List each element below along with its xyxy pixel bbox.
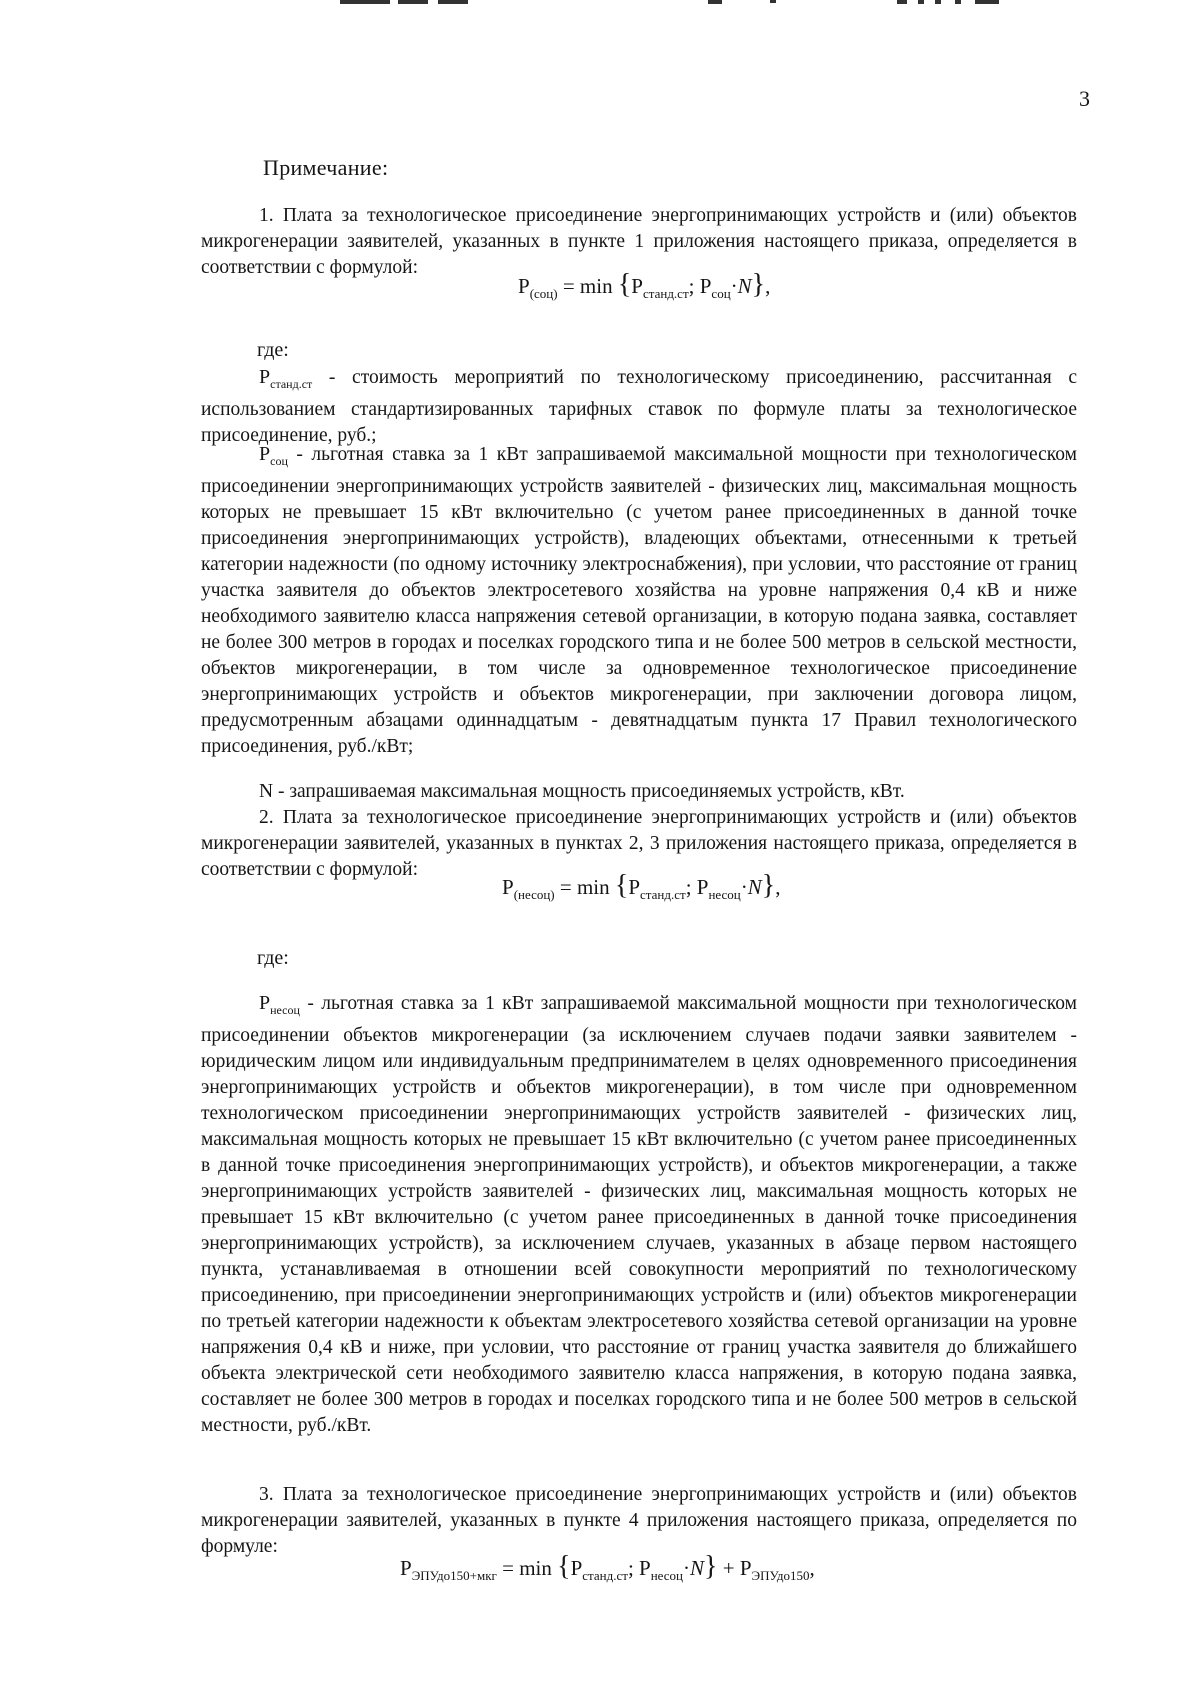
where-label-2: где: [257, 947, 289, 969]
formula-1-lhs: P [518, 274, 530, 298]
def-pnesoc: $P_{несоц}$ - льготная ставка за 1 кВт запрашиваемой максимальной мощности при технологическом присоединении объектов микрогенерации (за исключением случаев подачи заявки заявителем - юридическим лицом или индивидуальным предпринимателем в целях одновременного присоединения энергопринимающих устройств и объектов микрогенерации), в том числе при одновременном технологическом присоединении энергопринимающих устройств заявителей - физических лиц, максимальная мощность которых не превышает 15 кВт включительно (с учетом ранее присоединенных в данной точке присоединения энергопринимающих устройств), и объектов микрогенерации, а также энергопринимающих устройств заявителей - физических лиц, максимальная мощность которых не превышает 15 кВт включительно (с учетом ранее присоединенных в данной точке присоединения энергопринимающих устройств), за исключением случаев, указанных в абзаце первом настоящего пункта, устанавливаемая в отношении всей совокупности мероприятий по технологическому присоединению, при присоединении энергопринимающих устройств и (или) объектов микрогенерации по третьей категории надежности к объектам электросетевого хозяйства сетевой организации на уровне напряжения 0,4 кВ и ниже, при условии, что расстояние от границ участка заявителя до ближайшего объекта электрической сети необходимого заявителю класса напряжения, в которую подана заявка, составляет не более 300 метров в городах и поселках городского типа и не более 500 метров в сельской местности, руб./кВт. [201, 992, 1077, 1436]
def-pstand: $P_{станд.ст}$ - стоимость мероприятий по технологическому присоединению, рассчитанная с использованием стандартизированных тарифных ставок по формуле платы за технологическое присоединение, руб.; [201, 366, 1077, 446]
note-title: Примечание: [263, 155, 389, 180]
formula-1: $P_{(соц)} = \min \{P_{станд.ст}$; $P_{соц}\cdot N$}, [518, 269, 771, 302]
def-n: N - запрашиваемая максимальная мощность присоединяемых устройств, кВт. [259, 781, 905, 802]
formula-2: $P_{(несоц)} = \min \{P_{станд.ст}$; $P_{несоц}\cdot N$}, [502, 870, 781, 903]
formula-3: $P_{ЭПУдо150+мкг} = \min \{P_{станд.ст}$; $P_{несоц}\cdot N\} + P_{ЭПУдо150}$, [400, 1551, 815, 1584]
scan-artifact-strip [0, 0, 1200, 10]
item3-text: 3. Плата за технологическое присоединение энергопринимающих устройств и (или) объектов микрогенерации заявителей, указанных в пункте 4 приложения настоящего приказа, определяется по формуле: [201, 1484, 1077, 1557]
page-number: 3 [1079, 86, 1090, 111]
item1-text: 1. Плата за технологическое присоединение энергопринимающих устройств и (или) объектов микрогенерации заявителей, указанных в пункте 1 приложения настоящего приказа, определяется в соответствии с формулой: [201, 205, 1077, 278]
item2-text: 2. Плата за технологическое присоединение энергопринимающих устройств и (или) объектов микрогенерации заявителей, указанных в пунктах 2, 3 приложения настоящего приказа, определяется в соответствии с формулой: [201, 807, 1077, 880]
def-psoc: $P_{соц}$ - льготная ставка за 1 кВт запрашиваемой максимальной мощности при технологическом присоединении энергопринимающих устройств заявителей - физических лиц, максимальная мощность которых не превышает 15 кВт включительно (с учетом ранее присоединенных в данной точке присоединения энергопринимающих устройств), владеющих объектами, отнесенными к третьей категории надежности (по одному источнику электроснабжения), при условии, что расстояние от границ участка заявителя до объектов электросетевого хозяйства на уровне напряжения 0,4 кВ и ниже необходимого заявителю класса напряжения сетевой организации, в которую подана заявка, составляет не более 300 метров в городах и поселках городского типа и не более 500 метров в сельской местности, объектов микрогенерации, в том числе за одновременное технологическое присоединение энергопринимающих устройств и объектов микрогенерации, при заключении договора лицом, предусмотренным абзацами одиннадцатым - девятнадцатым пункта 17 Правил технологического присоединения, руб./кВт; [201, 443, 1077, 757]
where-label-1: где: [257, 339, 289, 361]
